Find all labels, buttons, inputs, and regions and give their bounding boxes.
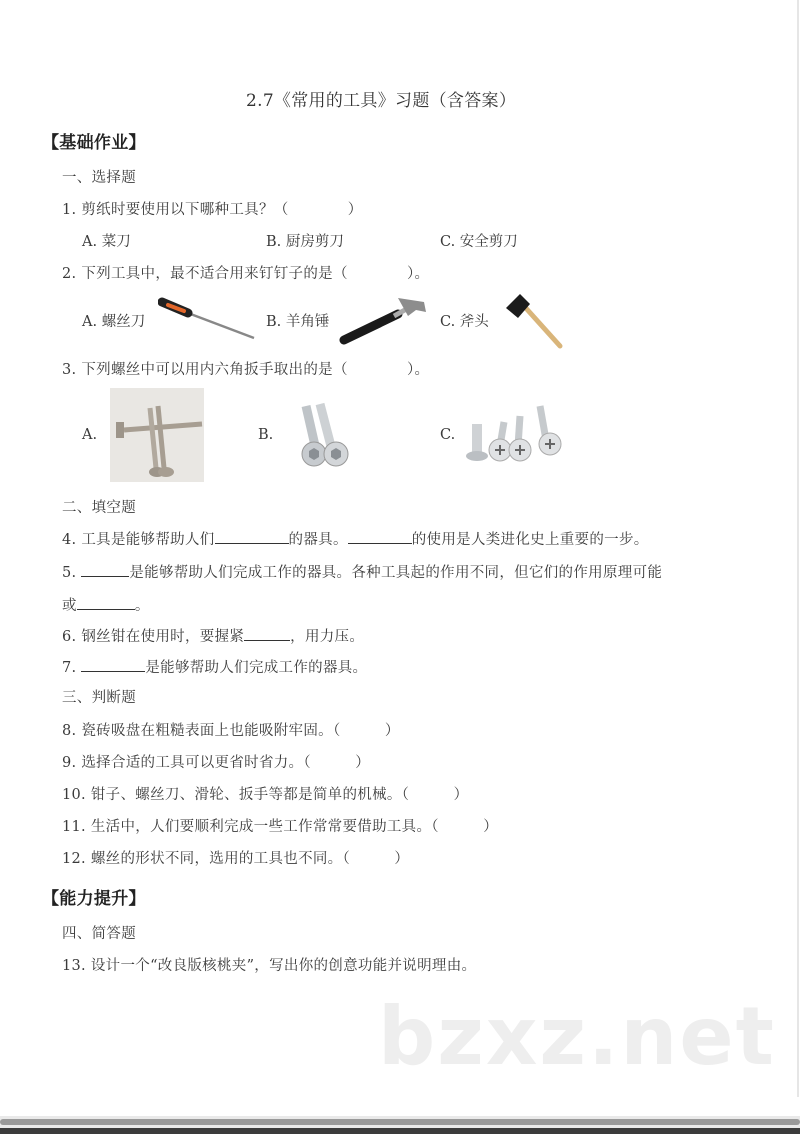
question-5 (62, 561, 662, 582)
question-5-cont (62, 594, 150, 615)
q4-blank-1[interactable] (215, 529, 289, 544)
screwdriver-image (158, 296, 258, 342)
q5-text-c: 或 (62, 598, 77, 614)
q2-option-b: B. 羊角锤 (266, 314, 330, 330)
q6-text-b: ，用力压。 (290, 629, 365, 645)
q5-text-d: 。 (134, 598, 150, 614)
part-heading-choice: 一、选择题 (62, 170, 136, 186)
question-4 (62, 528, 649, 549)
hex-socket-screws-image (290, 400, 362, 468)
watermark: bzxz.net (378, 990, 776, 1083)
q3-option-a: A. (82, 427, 98, 443)
q7-text-b: 是能够帮助人们完成工作的器具。 (145, 660, 368, 676)
part-heading-fill: 二、填空题 (62, 500, 136, 516)
q1-option-a: A. 菜刀 (82, 234, 131, 250)
horizontal-scrollbar-thumb[interactable] (0, 1119, 800, 1125)
question-11: 11. 生活中，人们要顺利完成一些工作常常要借助工具。（ ） (62, 819, 499, 835)
q1-option-b: B. 厨房剪刀 (266, 234, 344, 250)
q4-blank-2[interactable] (348, 529, 412, 544)
q6-text-a: 6. 钢丝钳在使用时，要握紧 (62, 629, 245, 645)
question-9: 9. 选择合适的工具可以更省时省力。（ ） (62, 755, 371, 771)
question-1: 1. 剪纸时要使用以下哪种工具？（ ） (62, 202, 363, 218)
section-heading-advanced: 【能力提升】 (42, 889, 146, 909)
q3-option-b: B. (258, 427, 274, 443)
section-heading-basic: 【基础作业】 (42, 133, 146, 153)
question-8: 8. 瓷砖吸盘在粗糙表面上也能吸附牢固。（ ） (62, 723, 400, 739)
q2-option-a: A. 螺丝刀 (82, 314, 146, 330)
document-title: 2.7《常用的工具》习题（含答案） (246, 91, 517, 111)
question-7 (62, 656, 367, 677)
q5-blank-2[interactable] (77, 595, 135, 610)
q4-text-c: 的使用是人类进化史上重要的一步。 (411, 532, 649, 548)
axe-image (502, 292, 566, 350)
part-heading-short-answer: 四、简答题 (62, 926, 136, 942)
q5-blank-1[interactable] (81, 562, 129, 577)
q5-text-a: 5. (62, 565, 82, 581)
question-12: 12. 螺丝的形状不同，选用的工具也不同。（ ） (62, 851, 410, 867)
question-13: 13. 设计一个“改良版核桃夹”，写出你的创意功能并说明理由。 (62, 958, 477, 974)
q6-blank[interactable] (244, 626, 290, 641)
question-2: 2. 下列工具中，最不适合用来钉钉子的是（ ）。 (62, 266, 430, 282)
slotted-screws-image (110, 388, 204, 482)
background-strip (0, 1128, 800, 1134)
q5-text-b: 是能够帮助人们完成工作的器具。各种工具起的作用不同，但它们的作用原理可能 (129, 565, 663, 581)
question-6 (62, 625, 364, 646)
phillips-screws-image (464, 402, 586, 464)
question-10: 10. 钳子、螺丝刀、滑轮、扳手等都是简单的机械。（ ） (62, 787, 469, 803)
q7-blank[interactable] (81, 657, 145, 672)
claw-hammer-image (338, 292, 430, 348)
q2-option-c: C. 斧头 (440, 314, 489, 330)
q3-option-c: C. (440, 427, 456, 443)
q4-text-a: 4. 工具是能够帮助人们 (62, 532, 215, 548)
part-heading-judge: 三、判断题 (62, 690, 136, 706)
q1-option-c: C. 安全剪刀 (440, 234, 518, 250)
q7-text-a: 7. (62, 660, 82, 676)
question-3: 3. 下列螺丝中可以用内六角扳手取出的是（ ）。 (62, 362, 430, 378)
q4-text-b: 的器具。 (288, 532, 348, 548)
